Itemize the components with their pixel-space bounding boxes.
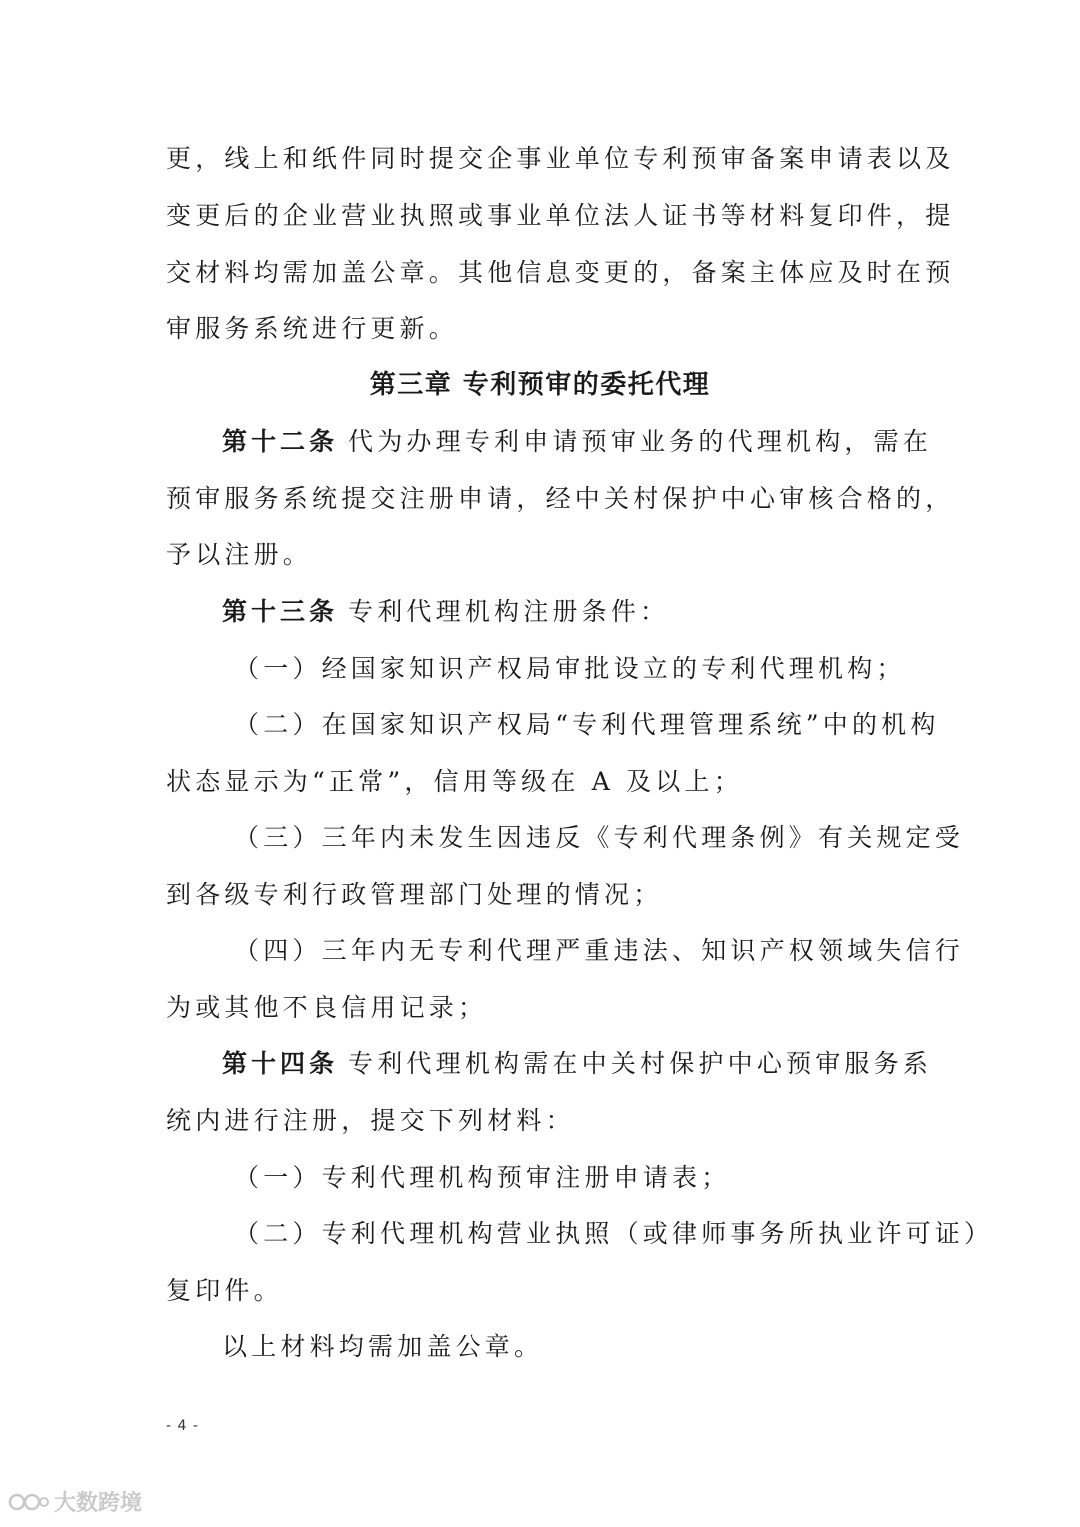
body-text-line: 予以注册。 [166, 540, 313, 569]
list-item-continuation: 复印件。 [166, 1276, 283, 1305]
article-14-text: 专利代理机构需在中关村保护中心预审服务系 [348, 1049, 933, 1078]
body-text-line: 更，线上和纸件同时提交企事业单位专利预审备案申请表以及 [166, 144, 955, 173]
body-text-line: 变更后的企业营业执照或事业单位法人证书等材料复印件，提 [166, 201, 955, 230]
closing-text: 以上材料均需加盖公章。 [222, 1332, 544, 1361]
article-13-label: 第十三条 [222, 597, 339, 626]
article-12-first-line [222, 425, 933, 459]
article-13-first-line [222, 595, 918, 629]
body-text-line: 交材料均需加盖公章。其他信息变更的，备案主体应及时在预 [166, 258, 955, 287]
list-item: （一）专利代理机构预审注册申请表； [234, 1163, 731, 1192]
article-12-label: 第十二条 [222, 427, 339, 456]
article-14-first-line [222, 1047, 933, 1081]
body-text-line: 预审服务系统提交注册申请，经中关村保护中心审核合格的， [166, 484, 955, 513]
list-item-continuation: 到各级专利行政管理部门处理的情况； [166, 880, 663, 909]
body-text-line: 审服务系统进行更新。 [166, 314, 459, 343]
watermark-text: 大数跨境 [54, 1491, 143, 1516]
list-item: （一）经国家知识产权局审批设立的专利代理机构； [234, 654, 906, 683]
brand-logo-icon [8, 1489, 50, 1515]
watermark [8, 1486, 142, 1517]
article-12-text: 代为办理专利申请预审业务的代理机构，需在 [348, 427, 933, 456]
article-14-label: 第十四条 [222, 1049, 339, 1078]
body-text-line: 统内进行注册，提交下列材料： [166, 1106, 575, 1135]
list-item: （二）专利代理机构营业执照（或律师事务所执业许可证） [234, 1219, 994, 1248]
list-item: （三）三年内未发生因违反《专利代理条例》有关规定受 [234, 823, 965, 852]
list-item-continuation: 为或其他不良信用记录； [166, 993, 488, 1022]
list-item-continuation: 状态显示为“正常”，信用等级在 A 及以上； [166, 767, 743, 796]
list-item: （四）三年内无专利代理严重违法、知识产权领域失信行 [234, 936, 965, 965]
page-number: - 4 - [166, 1418, 199, 1434]
list-item: （二）在国家知识产权局“专利代理管理系统”中的机构 [234, 710, 940, 739]
chapter-heading: 第三章 专利预审的委托代理 [369, 370, 711, 400]
article-13-text: 专利代理机构注册条件： [348, 597, 670, 626]
